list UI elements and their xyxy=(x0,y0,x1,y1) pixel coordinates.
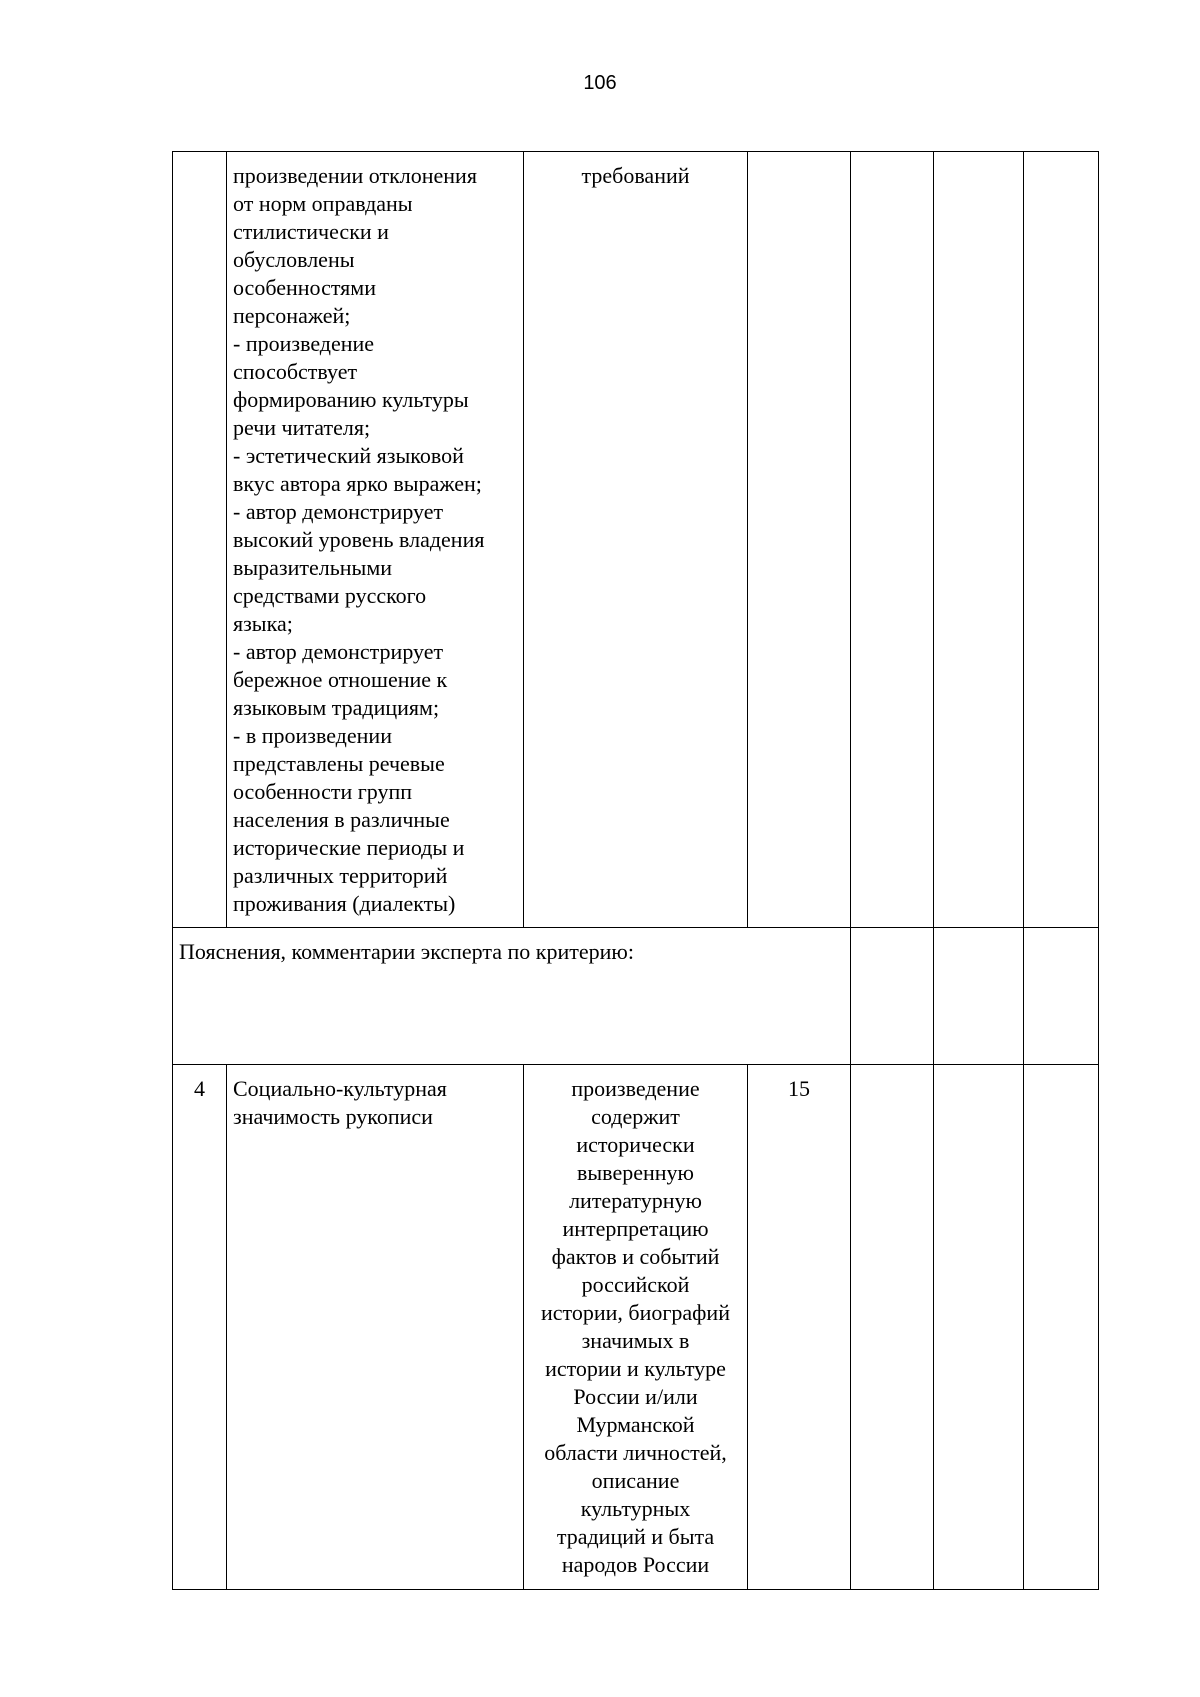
text-line: России и/или xyxy=(573,1384,698,1409)
comment-score-cell-3 xyxy=(1024,928,1099,1065)
text-line: проживания (диалекты) xyxy=(233,891,456,916)
text-line: выразительными xyxy=(233,555,393,580)
score-cell-1 xyxy=(851,152,934,928)
text-line: средствами русского xyxy=(233,583,427,608)
comment-score-cell-1 xyxy=(851,928,934,1065)
comment-score-cell-2 xyxy=(934,928,1024,1065)
page-number: 106 xyxy=(583,72,617,94)
text-line: фактов и событий xyxy=(551,1244,720,1269)
text-line: населения в различные xyxy=(233,807,450,832)
expert-comment-label: Пояснения, комментарии эксперта по критерию: xyxy=(179,939,634,964)
text-line: исторически xyxy=(576,1132,695,1157)
table-row-continuation xyxy=(173,152,1099,928)
text-line: высокий уровень владения xyxy=(233,527,485,552)
text-line: выверенную xyxy=(577,1160,694,1185)
requirement-cell xyxy=(524,1065,748,1590)
text-line: вкус автора ярко выражен; xyxy=(233,471,482,496)
text-line: истории и культуре xyxy=(545,1356,726,1381)
text-line: бережное отношение к xyxy=(233,667,448,692)
text-line: содержит xyxy=(591,1104,680,1129)
text-line: культурных xyxy=(580,1496,691,1521)
expert-comment-cell xyxy=(173,928,851,1065)
text-line: - эстетический языковой xyxy=(233,443,464,468)
text-line: произведение xyxy=(571,1076,700,1101)
text-line: различных территорий xyxy=(233,863,448,888)
text-line: требований xyxy=(581,163,690,188)
text-line: языковым традициям; xyxy=(233,695,440,720)
text-line: языка; xyxy=(233,611,293,636)
text-line: исторические периоды и xyxy=(233,835,465,860)
text-line: представлены речевые xyxy=(233,751,445,776)
text-line: формированию культуры xyxy=(233,387,469,412)
text-line: Мурманской xyxy=(576,1412,695,1437)
text-line: от норм оправданы xyxy=(233,191,413,216)
text-line: - автор демонстрирует xyxy=(233,639,444,664)
text-line: стилистически и xyxy=(233,219,389,244)
score-cell-1 xyxy=(851,1065,934,1590)
score-cell-3 xyxy=(1024,152,1099,928)
max-points-cell xyxy=(748,152,851,928)
text-line: области личностей, xyxy=(544,1440,727,1465)
text-line: истории, биографий xyxy=(541,1300,730,1325)
criterion-cell xyxy=(227,1065,524,1590)
text-line: интерпретацию xyxy=(562,1216,709,1241)
text-line: речи читателя; xyxy=(233,415,371,440)
text-line: персонажей; xyxy=(233,303,351,328)
text-line: - произведение xyxy=(233,331,375,356)
text-line: произведении отклонения xyxy=(233,163,477,188)
table-row-4 xyxy=(173,1065,1099,1590)
text-line: особенности групп xyxy=(233,779,413,804)
text-line: литературную xyxy=(569,1188,702,1213)
text-line: - в произведении xyxy=(233,723,392,748)
score-cell-3 xyxy=(1024,1065,1099,1590)
criterion-cell xyxy=(227,152,524,928)
text-line: обусловлены xyxy=(233,247,355,272)
text-line: - автор демонстрирует xyxy=(233,499,444,524)
text-line: описание xyxy=(591,1468,680,1493)
row-number-cell: 4 xyxy=(173,1065,227,1590)
text-line: российской xyxy=(581,1272,690,1297)
score-cell-2 xyxy=(934,152,1024,928)
table-row-comment xyxy=(173,928,1099,1065)
text-line: способствует xyxy=(233,359,358,384)
text-line: народов России xyxy=(561,1552,710,1577)
criteria-table xyxy=(172,151,1099,1590)
text-line: Социально-культурная xyxy=(233,1076,447,1101)
row-number-cell xyxy=(173,152,227,928)
text-line: значимых в xyxy=(581,1328,690,1353)
max-points-cell: 15 xyxy=(748,1065,851,1590)
text-line: особенностями xyxy=(233,275,376,300)
text-line: значимость рукописи xyxy=(233,1104,433,1129)
requirement-cell xyxy=(524,152,748,928)
text-line: традиций и быта xyxy=(556,1524,715,1549)
score-cell-2 xyxy=(934,1065,1024,1590)
